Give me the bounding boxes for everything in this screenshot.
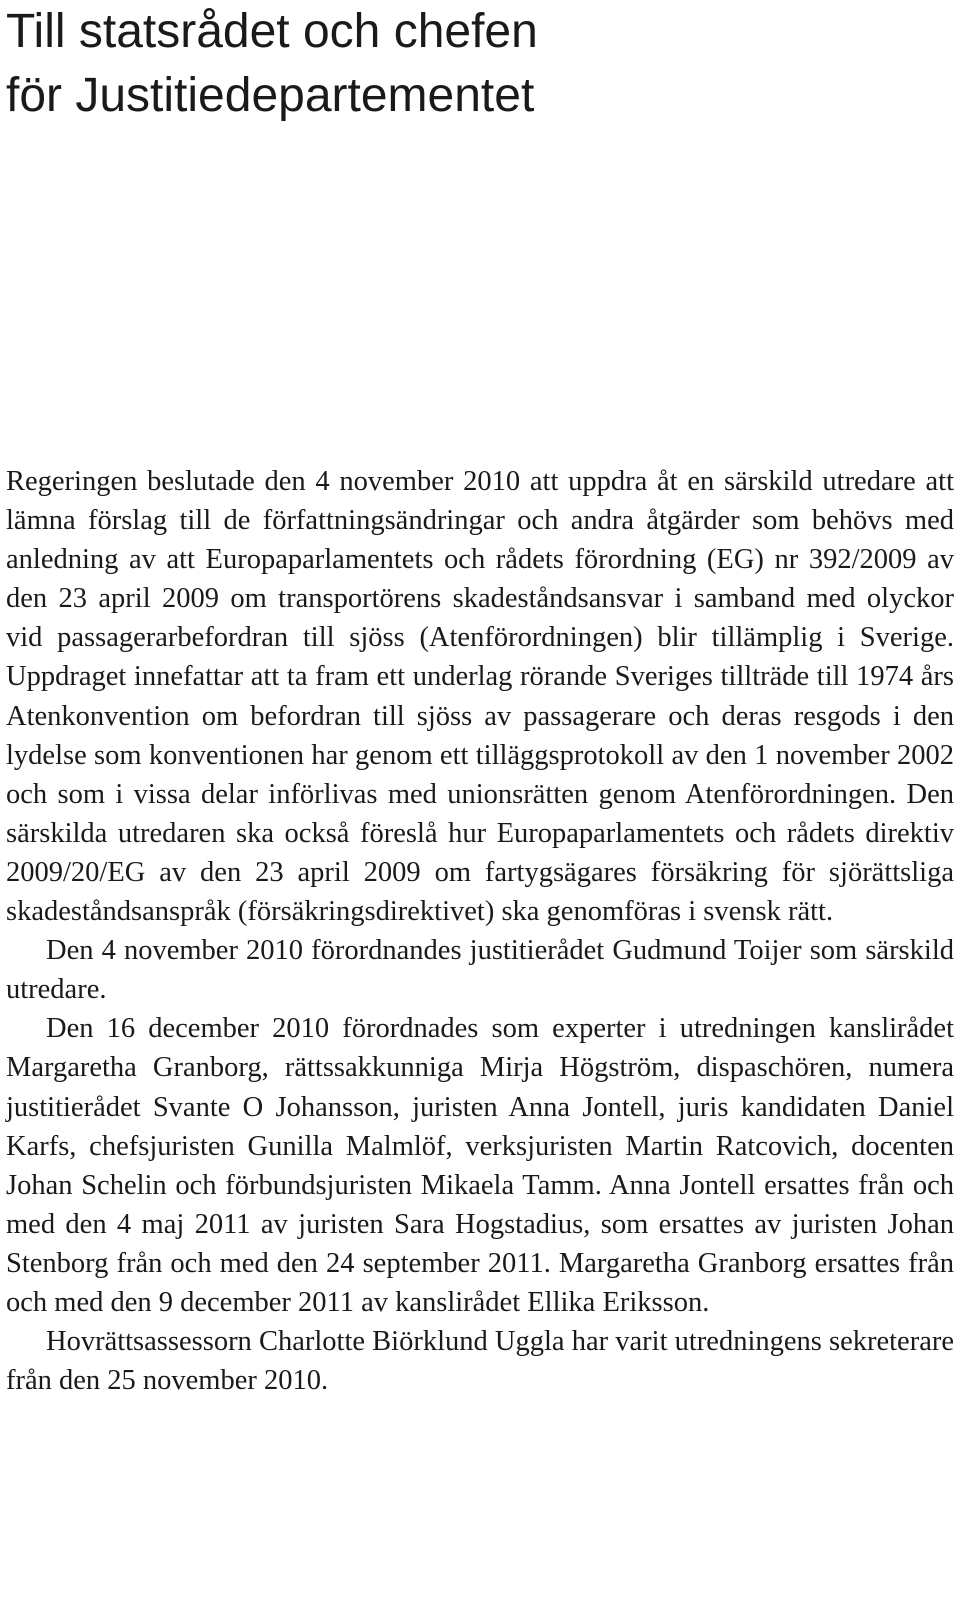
paragraph-2: Den 4 november 2010 förordnandes justitierådet Gudmund Toijer som särskild utredare. xyxy=(6,935,954,1006)
paragraph-3: Den 16 december 2010 förordnades som experter i utredningen kanslirådet Margaretha Granborg, rättssakkunniga Mirja Högström, dispaschören, numera justitierådet Svante O Johansson, juristen Anna Jontell, juris kandidaten Daniel Karfs, chefsjuristen Gunilla Malmlöf, verksjuristen Martin Ratcovich, docenten Johan Schelin och förbundsjuristen Mikaela Tamm. Anna Jontell ersattes från och med den 4 maj 2011 av juristen Sara Hogstadius, som ersattes av juristen Johan Stenborg från och med den 24 september 2011. Margaretha Granborg ersattes från och med den 9 december 2011 av kanslirådet Ellika Eriksson. xyxy=(6,1013,954,1318)
title-line-1: Till statsrådet och chefen xyxy=(6,5,538,58)
page-title xyxy=(6,0,946,128)
paragraph-4: Hovrättsassessorn Charlotte Biörklund Uggla har varit utredningens sekreterare från den 25 november 2010. xyxy=(6,1326,954,1397)
paragraph-1: Regeringen beslutade den 4 november 2010 att uppdra åt en särskild utredare att lämna förslag till de författningsändringar och andra åtgärder som behövs med anledning av att Europaparlamentets och rådets förordning (EG) nr 392/2009 av den 23 april 2009 om transportörens skadeståndsansvar i samband med olyckor vid passagerarbefordran till sjöss (Atenförordningen) blir tillämplig i Sverige. Uppdraget innefattar att ta fram ett underlag rörande Sveriges tillträde till 1974 års Atenkonvention om befordran till sjöss av passagerare och deras resgods i den lydelse som konventionen har genom ett tilläggsprotokoll av den 1 november 2002 och som i vissa delar införlivas med unionsrätten genom Atenförordningen. Den särskilda utredaren ska också föreslå hur Europaparlamentets och rådets direktiv 2009/20/EG av den 23 april 2009 om fartygsägares försäkring för sjörättsliga skadeståndsanspråk (försäkringsdirektivet) ska genomföras i svensk rätt. xyxy=(6,466,954,928)
body-text xyxy=(6,462,954,1400)
title-line-2: för Justitiedepartementet xyxy=(6,69,535,122)
